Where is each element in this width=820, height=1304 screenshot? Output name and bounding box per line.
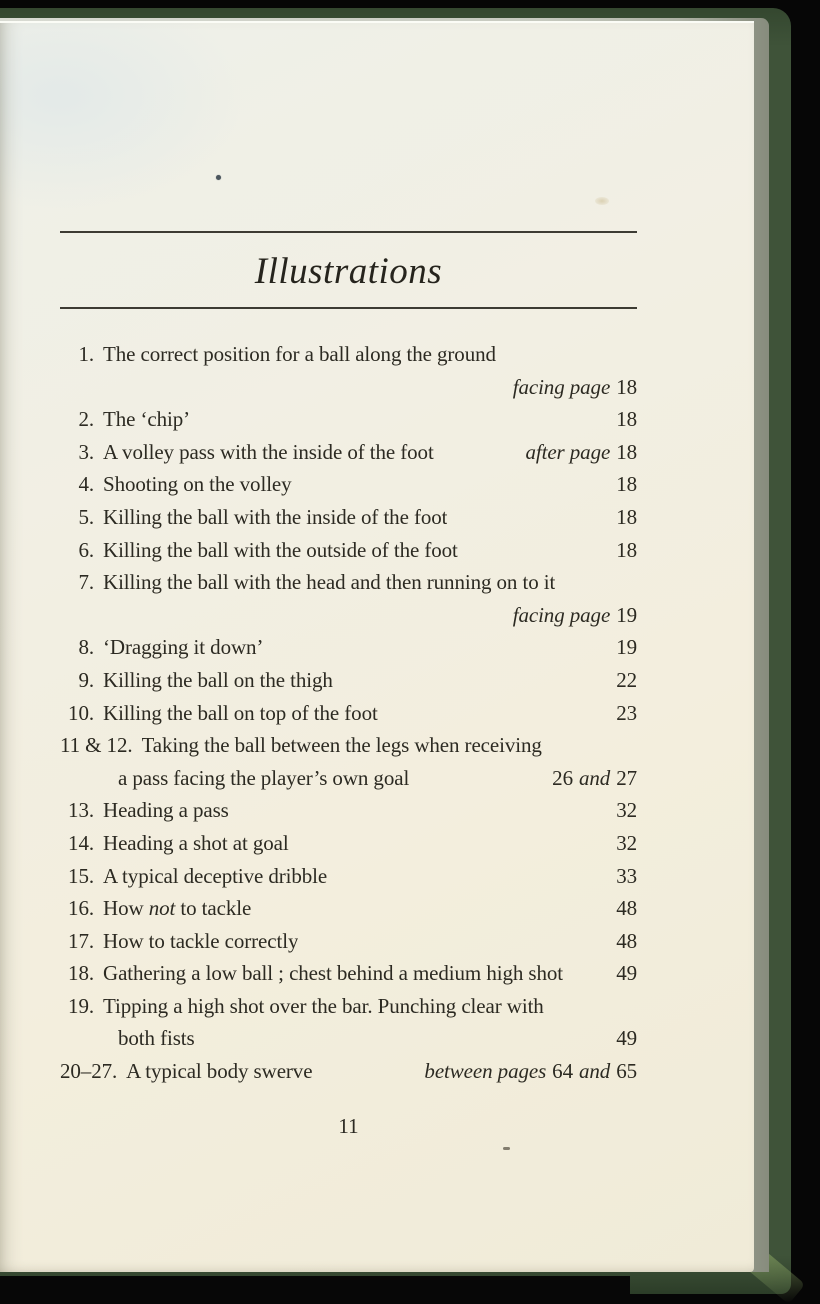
entry-number: 2. xyxy=(78,407,94,432)
entry-title: A typical deceptive dribble xyxy=(103,863,328,888)
entry-number: 14. xyxy=(68,830,94,855)
entry-title: A typical body swerve xyxy=(126,1059,313,1084)
illustration-entry xyxy=(60,664,637,697)
entry-number: 9. xyxy=(78,667,94,692)
illustrations-list xyxy=(60,338,637,1088)
illustration-entry-continuation xyxy=(60,762,637,795)
entry-title: Killing the ball on top of the foot xyxy=(103,700,378,725)
illustration-entry xyxy=(60,468,637,501)
entry-number: 18. xyxy=(68,961,94,986)
entry-number: 7. xyxy=(78,570,94,595)
illustration-entry xyxy=(60,631,637,664)
page-reference: 26 and 27 xyxy=(552,765,637,790)
paper-mark xyxy=(503,1147,510,1150)
illustration-entry-continuation xyxy=(60,371,637,404)
page-reference: between pages 64 and 65 xyxy=(424,1059,637,1084)
entry-title-continuation: a pass facing the player’s own goal xyxy=(118,765,410,790)
page-reference: 49 xyxy=(616,1026,637,1051)
entry-title-continuation: both fists xyxy=(118,1026,195,1051)
illustration-entry xyxy=(60,1055,637,1088)
page-reference: facing page 19 xyxy=(512,602,637,627)
page-reference: 48 xyxy=(616,928,637,953)
entry-title: Shooting on the volley xyxy=(103,472,292,497)
ink-speck xyxy=(216,175,221,180)
entry-number: 8. xyxy=(78,635,94,660)
folio-page-number: 11 xyxy=(338,1114,359,1138)
entry-title: Gathering a low ball ; chest behind a medium high shot xyxy=(103,961,564,986)
entry-number: 3. xyxy=(78,439,94,464)
illustration-entry xyxy=(60,729,637,762)
page-title: Illustrations xyxy=(254,251,443,292)
illustration-entry-continuation xyxy=(60,1022,637,1055)
entry-number: 15. xyxy=(68,863,94,888)
entry-title: ‘Dragging it down’ xyxy=(103,635,264,660)
page-reference: 32 xyxy=(616,798,637,823)
entry-title: How not to tackle xyxy=(103,896,252,921)
illustration-entry xyxy=(60,892,637,925)
entry-title: Tipping a high shot over the bar. Punching clear with xyxy=(103,993,544,1018)
shadow-below-page xyxy=(0,1276,630,1304)
page-reference: 18 xyxy=(616,537,637,562)
entry-title: The ‘chip’ xyxy=(103,407,191,432)
title-rule-bottom xyxy=(60,307,637,309)
entry-title: Heading a shot at goal xyxy=(103,830,289,855)
entry-title: Killing the ball with the head and then running on to it xyxy=(103,570,556,595)
page-reference: 49 xyxy=(616,961,637,986)
page-reference: facing page 18 xyxy=(512,374,637,399)
page-reference: 18 xyxy=(616,407,637,432)
entry-title: Taking the ball between the legs when receiving xyxy=(141,733,542,758)
entry-title: Killing the ball with the outside of the foot xyxy=(103,537,458,562)
entry-title: Heading a pass xyxy=(103,798,229,823)
illustration-entry xyxy=(60,925,637,958)
paper-stain xyxy=(595,197,609,205)
book-page xyxy=(0,21,754,1272)
illustration-entry xyxy=(60,338,637,371)
entry-number: 13. xyxy=(68,798,94,823)
entry-number: 1. xyxy=(78,342,94,366)
page-reference: 33 xyxy=(616,863,637,888)
entry-number: 5. xyxy=(78,504,94,529)
illustration-entry xyxy=(60,534,637,567)
entry-title: A volley pass with the inside of the foot xyxy=(103,439,434,464)
entry-number: 11 & 12. xyxy=(60,733,133,758)
page-reference: 19 xyxy=(616,635,637,660)
illustration-entry xyxy=(60,436,637,469)
entry-title: The correct position for a ball along the ground xyxy=(103,342,496,366)
page-reference: 32 xyxy=(616,830,637,855)
illustration-entry xyxy=(60,403,637,436)
page-reference: after page 18 xyxy=(525,439,637,464)
page-reference: 18 xyxy=(616,472,637,497)
page-reference: 23 xyxy=(616,700,637,725)
page-reference: 18 xyxy=(616,504,637,529)
entry-title: Killing the ball on the thigh xyxy=(103,667,333,692)
page-reference: 48 xyxy=(616,896,637,921)
entry-number: 19. xyxy=(68,993,94,1018)
illustration-entry xyxy=(60,990,637,1023)
page-reference: 22 xyxy=(616,667,637,692)
entry-number: 4. xyxy=(78,472,94,497)
illustration-entry xyxy=(60,566,637,599)
illustration-entry-continuation xyxy=(60,599,637,632)
illustration-entry xyxy=(60,794,637,827)
entry-number: 10. xyxy=(68,700,94,725)
entry-number: 17. xyxy=(68,928,94,953)
entry-number: 20–27. xyxy=(60,1059,118,1084)
entry-number: 16. xyxy=(68,896,94,921)
illustration-entry xyxy=(60,827,637,860)
title-rule-top xyxy=(60,231,637,233)
entry-title: How to tackle correctly xyxy=(103,928,299,953)
entry-title: Killing the ball with the inside of the foot xyxy=(103,504,448,529)
illustration-entry xyxy=(60,697,637,730)
illustration-entry xyxy=(60,957,637,990)
entry-number: 6. xyxy=(78,537,94,562)
illustration-entry xyxy=(60,860,637,893)
illustration-entry xyxy=(60,501,637,534)
